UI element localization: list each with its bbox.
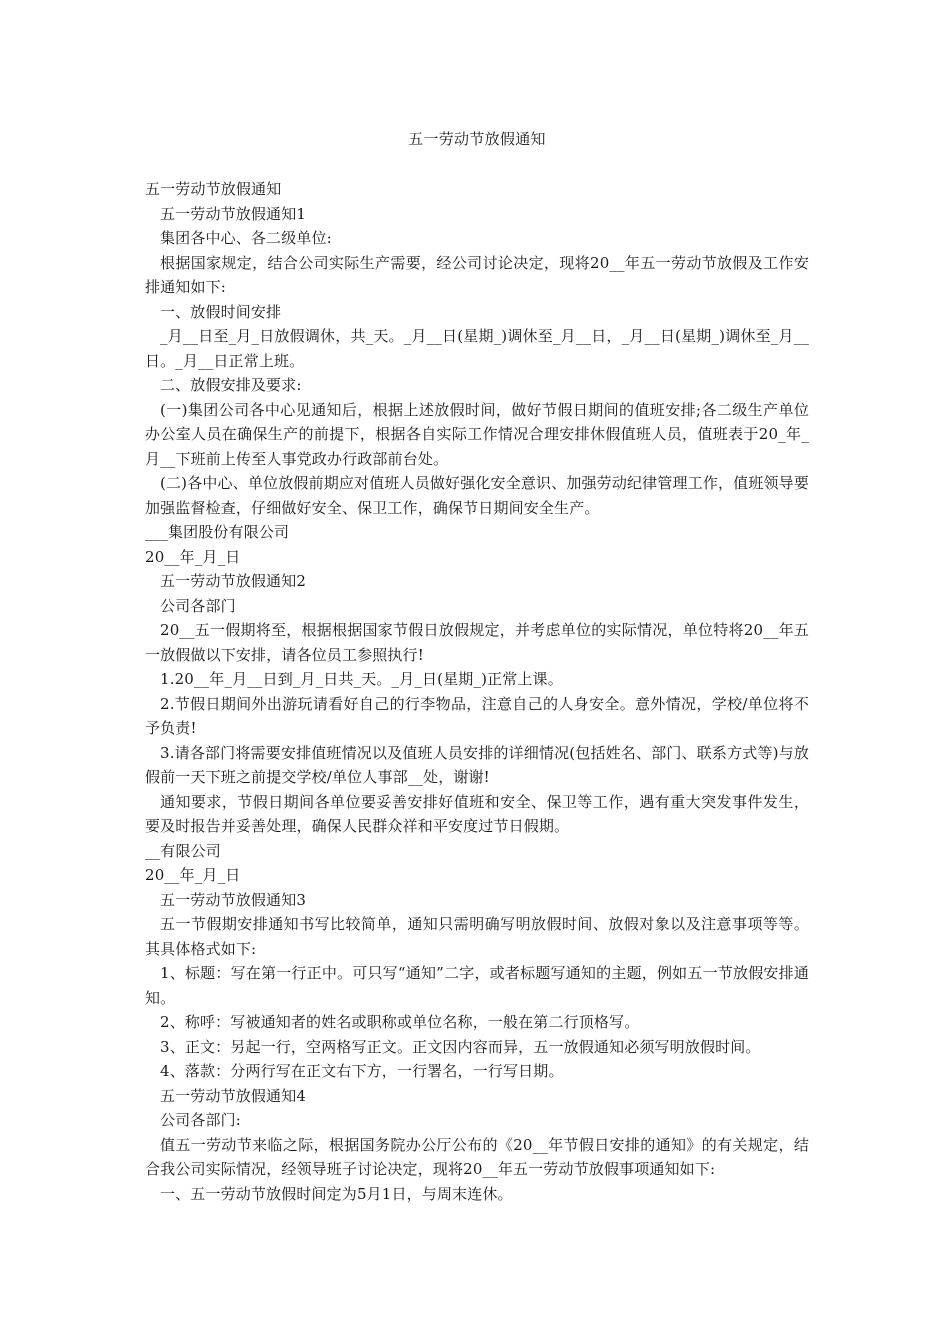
- paragraph: __有限公司: [145, 841, 221, 860]
- paragraph: 4、落款：分两行写在正文右下方，一行署名，一行写日期。: [160, 1062, 564, 1080]
- paragraph: 1.20__年_月__日到_月_日共_天。_月_日(星期_)正常上课。: [160, 670, 563, 688]
- paragraph: 五一劳动节放假通知1: [160, 204, 307, 223]
- paragraph: 五一劳动节放假通知2: [160, 572, 307, 590]
- paragraph: 20__年_月_日: [145, 866, 241, 884]
- paragraph: 3.请各部门将需要安排值班情况以及值班人员安排的详细情况(包括姓名、部门、联系方式等)与放假前一天下班之前提交学校/单位人事部__处，谢谢!: [145, 743, 809, 786]
- paragraph: ___集团股份有限公司: [145, 523, 290, 541]
- paragraph: 一、放假时间安排: [160, 302, 282, 321]
- paragraph: _月__日至_月_日放假调休，共_天。_月__日(星期_)调休至_月__日，_月__日(星期_)调休至_月__日。_月__日正常上班。: [145, 327, 809, 370]
- paragraph: 公司各部门:: [160, 1111, 241, 1129]
- document-title: 五一劳动节放假通知: [408, 130, 546, 148]
- paragraph: 五一劳动节放假通知4: [160, 1086, 307, 1105]
- paragraph: 二、放假安排及要求:: [160, 376, 302, 394]
- paragraph: 一、五一劳动节放假时间定为5月1日，与周末连休。: [160, 1184, 513, 1203]
- paragraph: 根据国家规定，结合公司实际生产需要，经公司讨论决定，现将20__年五一劳动节放假及工作安排通知如下:: [145, 253, 809, 296]
- paragraph: 五一劳动节放假通知3: [160, 890, 307, 909]
- paragraph: 五一劳动节放假通知: [145, 180, 282, 198]
- paragraph: 1、标题：写在第一行正中。可只写“通知”二字，或者标题写通知的主题，例如五一节放假安排通知。: [145, 964, 809, 1007]
- paragraph: (二)各中心、单位放假前期应对值班人员做好强化安全意识、加强劳动纪律管理工作，值班领导要加强监督检查，仔细做好安全、保卫工作，确保节日期间安全生产。: [145, 474, 809, 517]
- paragraph: 集团各中心、各二级单位:: [160, 229, 332, 247]
- paragraph: 2.节假日期间外出游玩请看好自己的行李物品，注意自己的人身安全。意外情况，学校/单位将不予负责!: [145, 694, 809, 737]
- paragraph: 2、称呼：写被通知者的姓名或职称或单位名称，一般在第二行顶格写。: [160, 1013, 640, 1031]
- paragraph: 20__五一假期将至，根据根据国家节假日放假规定，并考虑单位的实际情况，单位特将20__年五一放假做以下安排，请各位员工参照执行!: [145, 621, 809, 664]
- paragraph: 公司各部门: [160, 596, 236, 615]
- paragraph: 通知要求，节假日期间各单位要妥善安排好值班和安全、保卫等工作，遇有重大突发事件发生，要及时报告并妥善处理，确保人民群众祥和平安度过节日假期。: [145, 792, 809, 835]
- document-body: [145, 177, 809, 1206]
- paragraph: 五一节假期安排通知书写比较简单，通知只需明确写明放假时间、放假对象以及注意事项等等。其具体格式如下:: [145, 915, 809, 958]
- paragraph: 20__年_月_日: [145, 547, 241, 566]
- paragraph: 3、正文：另起一行，空两格写正文。正文因内容而异，五一放假通知必须写明放假时间。: [160, 1037, 761, 1056]
- paragraph: 值五一劳动节来临之际，根据国务院办公厅公布的《20__年节假日安排的通知》的有关规定，结合我公司实际情况，经领导班子讨论决定，现将20__年五一劳动节放假事项通知如下:: [145, 1135, 809, 1178]
- paragraph: (一)集团公司各中心见通知后，根据上述放假时间，做好节假日期间的值班安排;各二级生产单位办公室人员在确保生产的前提下，根据各自实际工作情况合理安排休假值班人员，值班表于20_年_月__下班前上传至人事党政办行政部前台处。: [145, 400, 809, 468]
